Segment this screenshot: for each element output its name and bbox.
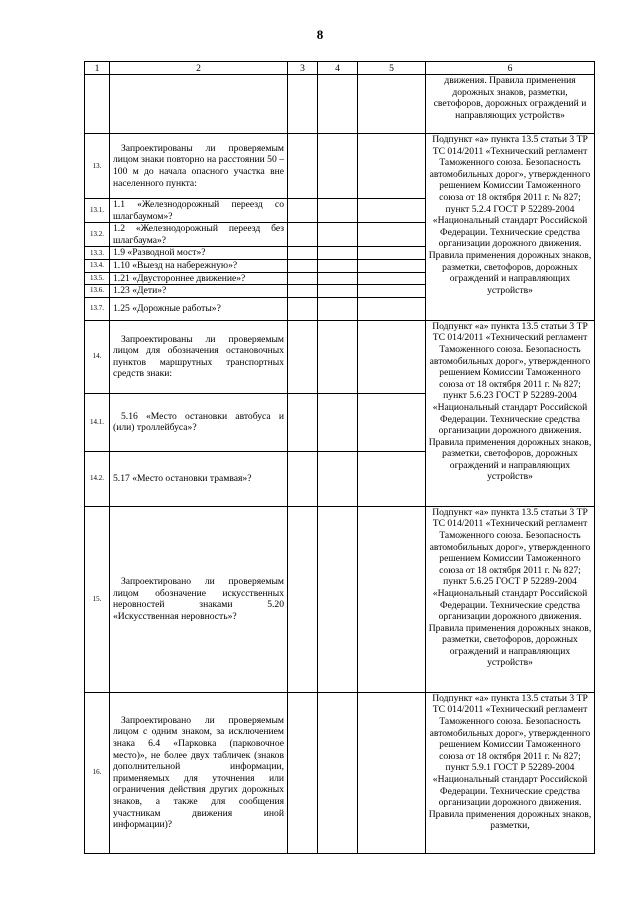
answer-yes-cell[interactable] — [288, 285, 318, 298]
answer-yes-cell[interactable] — [288, 692, 318, 853]
answer-no-cell[interactable] — [318, 320, 358, 393]
legal-reference: Подпункт «а» пункта 13.5 статьи 3 ТР ТС 014/2011 «Технический регламент Таможенного союза. Безопасность автомобильных дорог», утвержденного решением Комиссии Таможенного союза от 18 октября 2011 г. № 827; пункт 5.9.1 ГОСТ Р 52289-2004 «Национальный стандарт Российской Федерации. Технические средства организации дорожного движения. Правила применения дорожных знаков, разметки, — [426, 692, 595, 853]
answer-na-cell[interactable] — [358, 259, 426, 272]
answer-na-cell[interactable] — [358, 272, 426, 285]
row-question: 1.25 «Дорожные работы»? — [110, 297, 288, 320]
table-row — [85, 320, 595, 393]
header-row — [85, 62, 595, 75]
row-number: 13.7. — [85, 297, 110, 320]
col-header-4: 4 — [318, 62, 358, 75]
table-row — [85, 692, 595, 853]
answer-no-cell[interactable] — [318, 272, 358, 285]
answer-no-cell[interactable] — [318, 297, 358, 320]
row-number: 13.4. — [85, 259, 110, 272]
answer-na-cell[interactable] — [358, 451, 426, 506]
answer-no-cell[interactable] — [318, 75, 358, 134]
row-question: 1.9 «Разводной мост»? — [110, 247, 288, 260]
answer-no-cell[interactable] — [318, 506, 358, 692]
row-question: Запроектировано ли проверяемым лицом с одним знаком, за исключением знака 6.4 «Парковка (парковочное место)», не более двух табличек (знаков дополнительной информации, применяемых для уточнения или ограничения действия других дорожных знаков, а также для сообщения участникам движения иной информации)? — [110, 692, 288, 853]
row-number: 14.2. — [85, 451, 110, 506]
row-question: Запроектировано ли проверяемым лицом обозначение искусственных неровностей знаками 5.20 «Искусственная неровность»? — [110, 506, 288, 692]
col-header-6: 6 — [426, 62, 595, 75]
answer-na-cell[interactable] — [358, 75, 426, 134]
row-question: 1.10 «Выезд на набережную»? — [110, 259, 288, 272]
row-number: 13.5. — [85, 272, 110, 285]
legal-reference: движения. Правила применения дорожных знаков, разметки, светофоров, дорожных ограждений и направляющих устройств» — [426, 75, 595, 134]
table-row — [85, 506, 595, 692]
answer-yes-cell[interactable] — [288, 393, 318, 451]
answer-yes-cell[interactable] — [288, 320, 318, 393]
legal-reference: Подпункт «а» пункта 13.5 статьи 3 ТР ТС 014/2011 «Технический регламент Таможенного союза. Безопасность автомобильных дорог», утвержденного решением Комиссии Таможенного союза от 18 октября 2011 г. № 827; пункт 5.6.25 ГОСТ Р 52289-2004 «Национальный стандарт Российской Федерации. Технические средства организации дорожного движения. Правила применения дорожных знаков, разметки, светофоров, дорожных ограждений и направляющих устройств» — [426, 506, 595, 692]
row-question — [110, 75, 288, 134]
row-question: 5.16 «Место остановки автобуса и (или) троллейбуса»? — [110, 393, 288, 451]
answer-yes-cell[interactable] — [288, 223, 318, 247]
answer-no-cell[interactable] — [318, 223, 358, 247]
answer-yes-cell[interactable] — [288, 451, 318, 506]
answer-no-cell[interactable] — [318, 199, 358, 223]
row-number: 13.1. — [85, 199, 110, 223]
answer-no-cell[interactable] — [318, 259, 358, 272]
row-question: 1.23 «Дети»? — [110, 285, 288, 298]
row-number: 13.3. — [85, 247, 110, 260]
table-row — [85, 134, 595, 199]
col-header-1: 1 — [85, 62, 110, 75]
answer-na-cell[interactable] — [358, 134, 426, 199]
answer-no-cell[interactable] — [318, 247, 358, 260]
row-number: 13. — [85, 134, 110, 199]
answer-no-cell[interactable] — [318, 692, 358, 853]
row-number: 15. — [85, 506, 110, 692]
row-question: 5.17 «Место остановки трамвая»? — [110, 451, 288, 506]
answer-na-cell[interactable] — [358, 285, 426, 298]
checklist-table — [84, 61, 595, 854]
answer-na-cell[interactable] — [358, 247, 426, 260]
row-question: 1.1 «Железнодорожный переезд со шлагбаумом»? — [110, 199, 288, 223]
row-question: Запроектированы ли проверяемым лицом для обозначения остановочных пунктов маршрутных транспортных средств знаки: — [110, 320, 288, 393]
answer-yes-cell[interactable] — [288, 297, 318, 320]
row-number: 16. — [85, 692, 110, 853]
row-question: 1.2 «Железнодорожный переезд без шлагбаума»? — [110, 223, 288, 247]
col-header-5: 5 — [358, 62, 426, 75]
answer-na-cell[interactable] — [358, 320, 426, 393]
answer-yes-cell[interactable] — [288, 247, 318, 260]
row-number: 14.1. — [85, 393, 110, 451]
answer-na-cell[interactable] — [358, 223, 426, 247]
answer-no-cell[interactable] — [318, 285, 358, 298]
page-number: 8 — [316, 27, 324, 42]
answer-na-cell[interactable] — [358, 297, 426, 320]
row-number: 13.6. — [85, 285, 110, 298]
legal-reference: Подпункт «а» пункта 13.5 статьи 3 ТР ТС 014/2011 «Технический регламент Таможенного союза. Безопасность автомобильных дорог», утвержденного решением Комиссии Таможенного союза от 18 октября 2011 г. № 827; пункт 5.6.23 ГОСТ Р 52289-2004 «Национальный стандарт Российской Федерации. Технические средства организации дорожного движения. Правила применения дорожных знаков, разметки, светофоров, дорожных ограждений и направляющих устройств» — [426, 320, 595, 506]
answer-no-cell[interactable] — [318, 134, 358, 199]
answer-na-cell[interactable] — [358, 692, 426, 853]
answer-yes-cell[interactable] — [288, 272, 318, 285]
col-header-3: 3 — [288, 62, 318, 75]
answer-na-cell[interactable] — [358, 393, 426, 451]
row-question: Запроектированы ли проверяемым лицом знаки повторно на расстоянии 50 – 100 м до начала опасного участка вне населенного пункта: — [110, 134, 288, 199]
row-number: 13.2. — [85, 223, 110, 247]
answer-na-cell[interactable] — [358, 199, 426, 223]
answer-yes-cell[interactable] — [288, 75, 318, 134]
legal-reference: Подпункт «а» пункта 13.5 статьи 3 ТР ТС 014/2011 «Технический регламент Таможенного союза. Безопасность автомобильных дорог», утвержденного решением Комиссии Таможенного союза от 18 октября 2011 г. № 827; пункт 5.2.4 ГОСТ Р 52289-2004 «Национальный стандарт Российской Федерации. Технические средства организации дорожного движения. Правила применения дорожных знаков, разметки, светофоров, дорожных ограждений и направляющих устройств» — [426, 134, 595, 321]
row-question: 1.21 «Двустороннее движение»? — [110, 272, 288, 285]
col-header-2: 2 — [110, 62, 288, 75]
answer-yes-cell[interactable] — [288, 134, 318, 199]
answer-no-cell[interactable] — [318, 393, 358, 451]
answer-na-cell[interactable] — [358, 506, 426, 692]
answer-no-cell[interactable] — [318, 451, 358, 506]
table-row — [85, 75, 595, 134]
row-number — [85, 75, 110, 134]
answer-yes-cell[interactable] — [288, 506, 318, 692]
row-number: 14. — [85, 320, 110, 393]
answer-yes-cell[interactable] — [288, 259, 318, 272]
answer-yes-cell[interactable] — [288, 199, 318, 223]
